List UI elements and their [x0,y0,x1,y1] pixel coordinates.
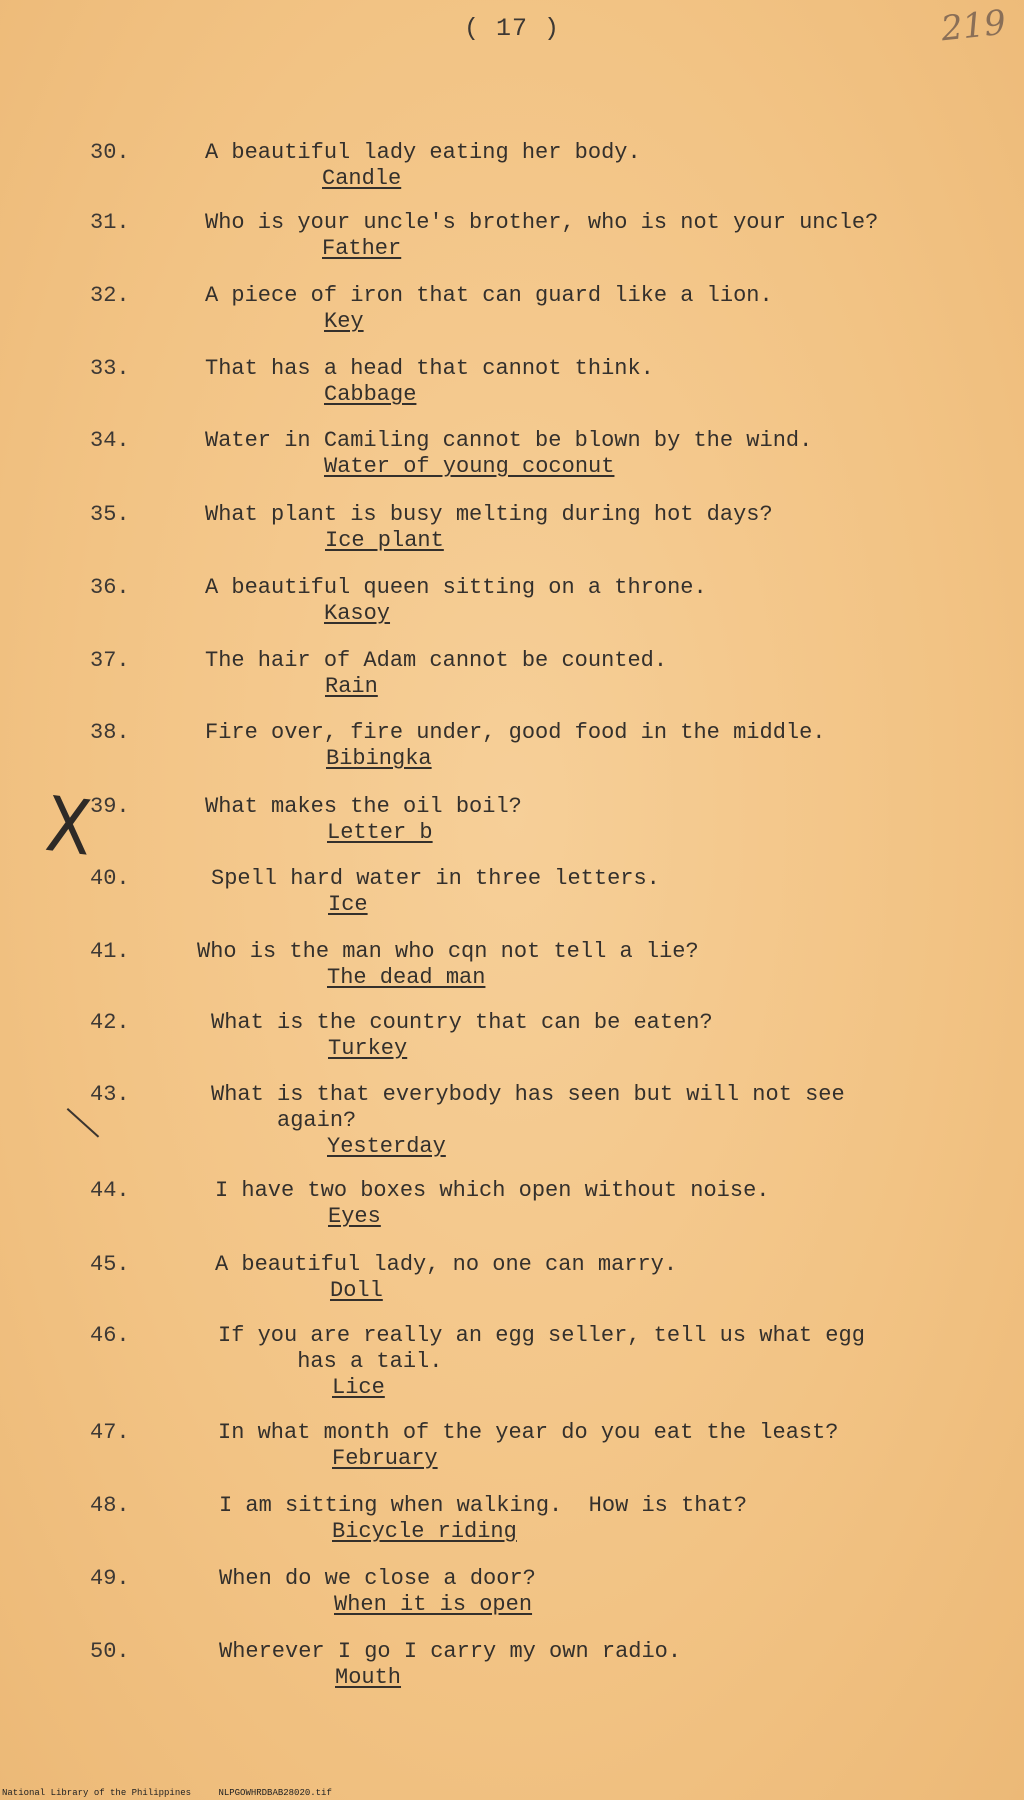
riddle-answer: Turkey [328,1036,408,1061]
riddle-answer: Candle [322,166,402,191]
riddle-answer: Cabbage [324,382,417,407]
riddle-answer: Ice [328,892,368,917]
riddle-number: 41. [90,939,130,964]
riddle-question: I am sitting when walking. How is that? [219,1493,748,1518]
riddle-question: A beautiful lady eating her body. [205,140,641,165]
riddle-answer: When it is open [334,1592,533,1617]
riddle-question: In what month of the year do you eat the least? [218,1420,839,1445]
riddle-number: 40. [90,866,130,891]
riddle-number: 34. [90,428,130,453]
scan-footer [2,1788,354,1798]
riddle-question: When do we close a door? [219,1566,536,1591]
riddle-number: 33. [90,356,130,381]
riddle-answer: Eyes [328,1204,381,1229]
riddle-answer: Letter b [327,820,433,845]
riddle-number: 39. [90,794,130,819]
riddle-number: 48. [90,1493,130,1518]
riddle-number: 49. [90,1566,130,1591]
riddle-number: 43. [90,1082,130,1107]
riddle-question: A beautiful lady, no one can marry. [215,1252,678,1277]
riddle-number: 46. [90,1323,130,1348]
riddle-number: 35. [90,502,130,527]
riddle-number: 32. [90,283,130,308]
handwritten-slash-mark [67,1108,100,1138]
riddle-question: Fire over, fire under, good food in the middle. [205,720,826,745]
riddle-number: 30. [90,140,130,165]
riddle-answer: Ice plant [325,528,444,553]
riddle-number: 50. [90,1639,130,1664]
riddle-question: Who is the man who cqn not tell a lie? [197,939,699,964]
handwritten-x-mark: X [42,779,96,874]
riddle-answer: Rain [325,674,378,699]
riddle-number: 36. [90,575,130,600]
page-number: ( 17 ) [463,14,560,43]
riddle-question: The hair of Adam cannot be counted. [205,648,668,673]
riddle-question: I have two boxes which open without noise. [215,1178,770,1203]
riddle-answer: Key [324,309,364,334]
riddle-number: 45. [90,1252,130,1277]
riddle-question: Water in Camiling cannot be blown by the wind. [205,428,813,453]
riddle-question: A piece of iron that can guard like a lion. [205,283,773,308]
riddle-answer: Bibingka [326,746,432,771]
riddle-answer: The dead man [327,965,486,990]
riddle-answer: Lice [332,1375,385,1400]
riddle-question: What plant is busy melting during hot days? [205,502,773,527]
riddle-answer: February [332,1446,438,1471]
riddle-question: What is that everybody has seen but will not see again? [211,1082,845,1133]
library-credit: National Library of the Philippines [2,1788,192,1798]
riddle-answer: Kasoy [324,601,391,626]
riddle-question: Spell hard water in three letters. [211,866,660,891]
riddle-question: What is the country that can be eaten? [211,1010,713,1035]
riddle-number: 47. [90,1420,130,1445]
riddle-number: 38. [90,720,130,745]
riddle-answer: Bicycle riding [332,1519,517,1544]
riddle-question: Wherever I go I carry my own radio. [219,1639,682,1664]
riddle-question: A beautiful queen sitting on a throne. [205,575,707,600]
riddle-number: 44. [90,1178,130,1203]
handwritten-folio-number: 219 [939,2,1008,50]
riddle-answer: Yesterday [327,1134,446,1159]
riddle-question: That has a head that cannot think. [205,356,654,381]
riddle-answer: Doll [330,1278,383,1303]
scan-filename: NLPGOWHRDBAB28020.tif [218,1788,332,1798]
riddle-question: What makes the oil boil? [205,794,522,819]
riddle-question: If you are really an egg seller, tell us what egg has a tail. [218,1323,865,1374]
riddle-number: 42. [90,1010,130,1035]
riddle-answer: Mouth [335,1665,402,1690]
riddle-question: Who is your uncle's brother, who is not your uncle? [205,210,879,235]
riddle-number: 37. [90,648,130,673]
riddle-answer: Father [322,236,402,261]
riddle-number: 31. [90,210,130,235]
riddle-answer: Water of young coconut [324,454,615,479]
